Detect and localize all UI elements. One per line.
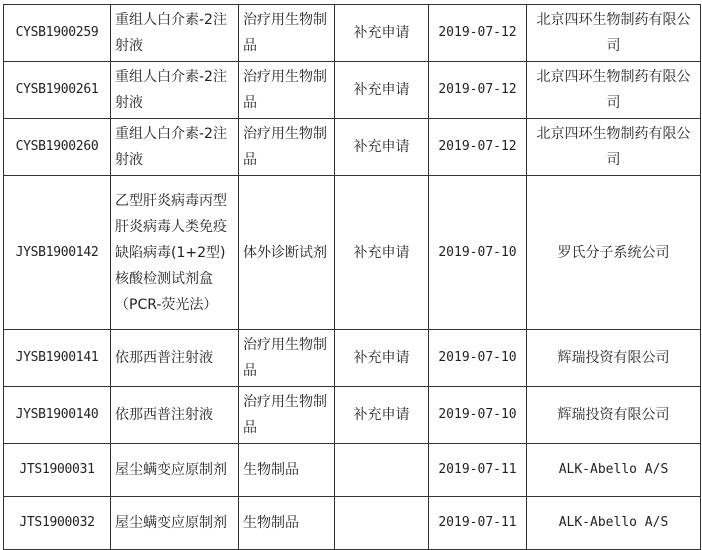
table-row bbox=[4, 497, 701, 550]
date-cell: 2019-07-11 bbox=[429, 497, 527, 550]
drug-type-cell: 体外诊断试剂 bbox=[239, 176, 335, 330]
company-cell: ALK-Abello A/S bbox=[527, 444, 701, 497]
date-cell: 2019-07-12 bbox=[429, 5, 527, 62]
application-type-cell: 补充申请 bbox=[335, 176, 429, 330]
table-row bbox=[4, 176, 701, 330]
date-cell: 2019-07-10 bbox=[429, 330, 527, 387]
drug-name-cell: 依那西普注射液 bbox=[111, 387, 239, 444]
application-type-cell: 补充申请 bbox=[335, 62, 429, 119]
acceptance-number-cell: JYSB1900142 bbox=[4, 176, 111, 330]
date-cell: 2019-07-11 bbox=[429, 444, 527, 497]
table-row bbox=[4, 387, 701, 444]
company-cell: ALK-Abello A/S bbox=[527, 497, 701, 550]
date-cell: 2019-07-10 bbox=[429, 387, 527, 444]
drug-type-cell: 生物制品 bbox=[239, 497, 335, 550]
drug-type-cell: 生物制品 bbox=[239, 444, 335, 497]
application-type-cell: 补充申请 bbox=[335, 5, 429, 62]
acceptance-number-cell: JYSB1900141 bbox=[4, 330, 111, 387]
date-cell: 2019-07-12 bbox=[429, 62, 527, 119]
table-row bbox=[4, 62, 701, 119]
drug-type-cell: 治疗用生物制品 bbox=[239, 330, 335, 387]
drug-name-cell: 依那西普注射液 bbox=[111, 330, 239, 387]
table-row bbox=[4, 119, 701, 176]
drug-type-cell: 治疗用生物制品 bbox=[239, 62, 335, 119]
company-cell: 辉瑞投资有限公司 bbox=[527, 387, 701, 444]
application-type-cell: 补充申请 bbox=[335, 387, 429, 444]
application-type-cell: 补充申请 bbox=[335, 119, 429, 176]
table-row bbox=[4, 444, 701, 497]
drug-name-cell: 屋尘螨变应原制剂 bbox=[111, 444, 239, 497]
drug-type-cell: 治疗用生物制品 bbox=[239, 387, 335, 444]
application-type-cell: 补充申请 bbox=[335, 330, 429, 387]
drug-application-table bbox=[3, 4, 701, 550]
acceptance-number-cell: CYSB1900260 bbox=[4, 119, 111, 176]
acceptance-number-cell: CYSB1900259 bbox=[4, 5, 111, 62]
drug-name-cell: 屋尘螨变应原制剂 bbox=[111, 497, 239, 550]
acceptance-number-cell: JTS1900031 bbox=[4, 444, 111, 497]
company-cell: 辉瑞投资有限公司 bbox=[527, 330, 701, 387]
date-cell: 2019-07-10 bbox=[429, 176, 527, 330]
drug-type-cell: 治疗用生物制品 bbox=[239, 5, 335, 62]
acceptance-number-cell: JTS1900032 bbox=[4, 497, 111, 550]
application-type-cell bbox=[335, 497, 429, 550]
acceptance-number-cell: CYSB1900261 bbox=[4, 62, 111, 119]
company-cell: 罗氏分子系统公司 bbox=[527, 176, 701, 330]
company-cell: 北京四环生物制药有限公司 bbox=[527, 119, 701, 176]
table-row bbox=[4, 5, 701, 62]
drug-name-cell: 重组人白介素-2注射液 bbox=[111, 62, 239, 119]
drug-name-cell: 重组人白介素-2注射液 bbox=[111, 5, 239, 62]
company-cell: 北京四环生物制药有限公司 bbox=[527, 62, 701, 119]
date-cell: 2019-07-12 bbox=[429, 119, 527, 176]
drug-name-cell: 乙型肝炎病毒丙型肝炎病毒人类免疫缺陷病毒(1+2型)核酸检测试剂盒（PCR-荧光法） bbox=[111, 176, 239, 330]
drug-type-cell: 治疗用生物制品 bbox=[239, 119, 335, 176]
drug-name-cell: 重组人白介素-2注射液 bbox=[111, 119, 239, 176]
table-row bbox=[4, 330, 701, 387]
acceptance-number-cell: JYSB1900140 bbox=[4, 387, 111, 444]
company-cell: 北京四环生物制药有限公司 bbox=[527, 5, 701, 62]
application-type-cell bbox=[335, 444, 429, 497]
